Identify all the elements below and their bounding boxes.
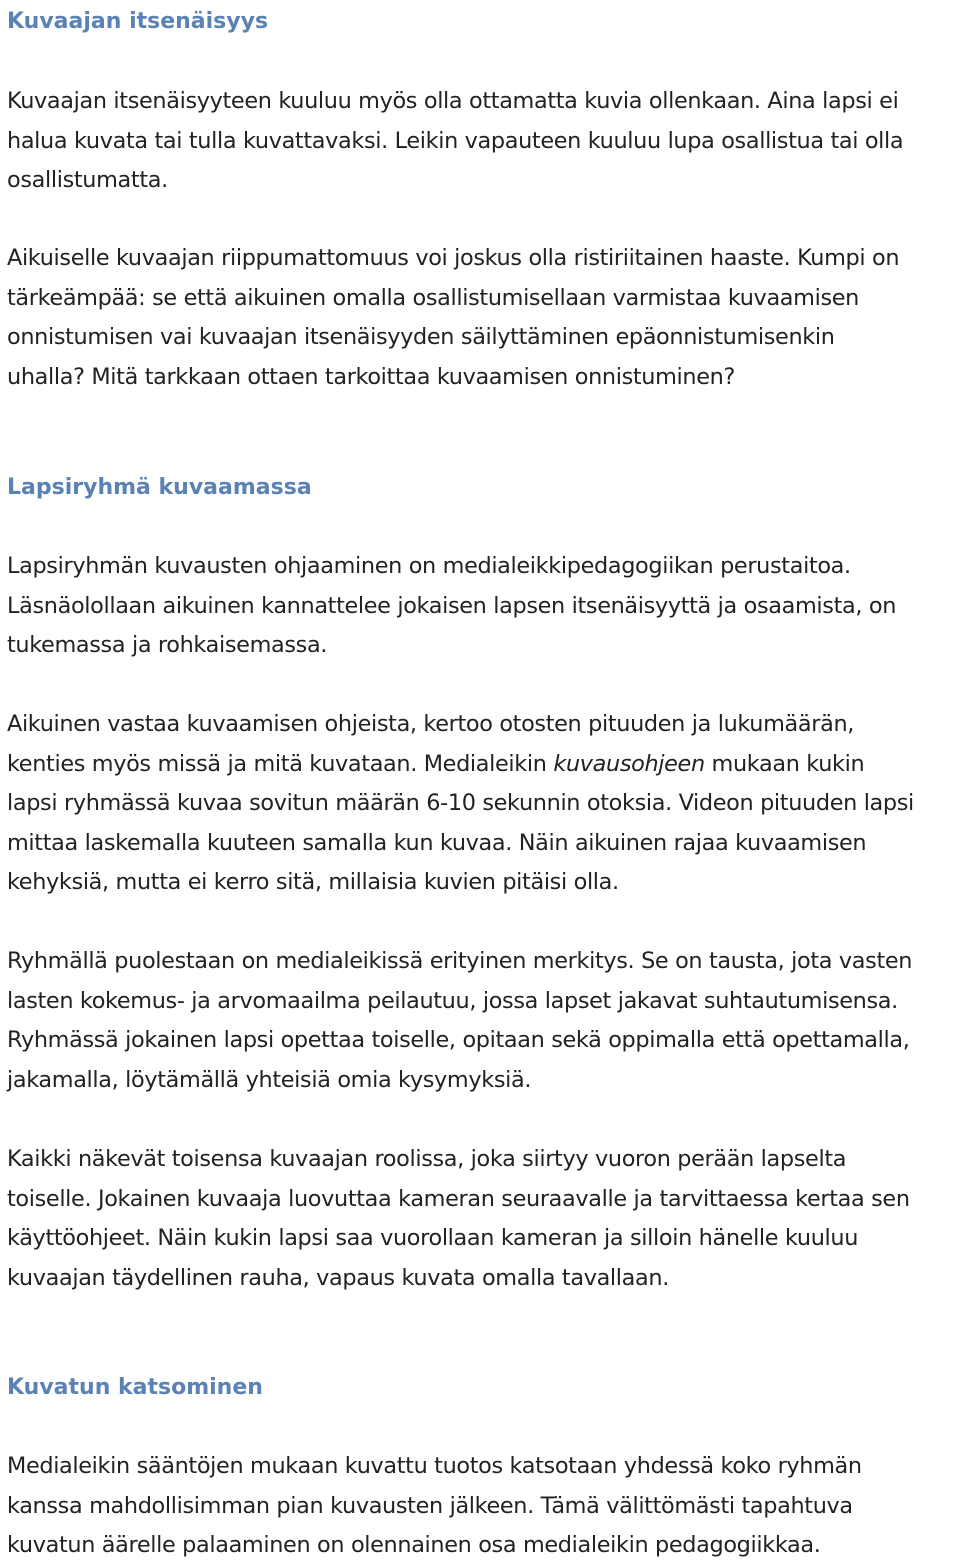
text-line: kuvatun äärelle palaaminen on olennainen osa medialeikin pedagogiikkaa. bbox=[7, 1532, 821, 1558]
text-line: osallistumatta. bbox=[7, 167, 168, 193]
section-heading-kuvatun-katsominen: Kuvatun katsominen bbox=[7, 1375, 263, 1400]
text-line: tärkeämpää: se että aikuinen omalla osallistumisellaan varmistaa kuvaamisen bbox=[7, 284, 859, 311]
paragraph bbox=[7, 239, 960, 397]
text-line: mittaa laskemalla kuuteen samalla kun kuvaa. Näin aikuinen rajaa kuvaamisen bbox=[7, 829, 867, 856]
section-heading-lapsiryhma-kuvaamassa: Lapsiryhmä kuvaamassa bbox=[7, 475, 312, 500]
paragraph bbox=[7, 547, 960, 666]
text-line: kuvaajan täydellinen rauha, vapaus kuvata omalla tavallaan. bbox=[7, 1264, 669, 1291]
text-line: Aikuinen vastaa kuvaamisen ohjeista, kertoo otosten pituuden ja lukumäärän, bbox=[7, 711, 855, 737]
text-line: lasten kokemus- ja arvomaailma peilautuu, jossa lapset jakavat suhtautumisensa. bbox=[7, 987, 898, 1014]
text-line: Lapsiryhmän kuvausten ohjaaminen on medialeikkipedagogiikan perustaitoa. bbox=[7, 553, 851, 579]
text-line: toiselle. Jokainen kuvaaja luovuttaa kameran seuraavalle ja tarvittaessa kertaa sen bbox=[7, 1185, 910, 1212]
text-line: onnistumisen vai kuvaajan itsenäisyyden säilyttäminen epäonnistumisenkin bbox=[7, 324, 835, 350]
text-line: tukemassa ja rohkaisemassa. bbox=[7, 632, 328, 658]
text-line: käyttöohjeet. Näin kukin lapsi saa vuorollaan kameran ja silloin hänelle kuuluu bbox=[7, 1225, 859, 1251]
emphasized-term: kuvausohjeen bbox=[553, 750, 705, 777]
text-segment: kenties myös missä ja mitä kuvataan. Medialeikin bbox=[7, 750, 554, 777]
text-line: Ryhmässä jokainen lapsi opettaa toiselle, opitaan sekä oppimalla että opettamalla, bbox=[7, 1027, 910, 1053]
paragraph bbox=[7, 1140, 960, 1298]
text-line: Kuvaajan itsenäisyyteen kuuluu myös olla ottamatta kuvia ollenkaan. Aina lapsi ei bbox=[7, 88, 899, 114]
paragraph bbox=[7, 705, 960, 903]
text-line: Läsnäolollaan aikuinen kannattelee jokaisen lapsen itsenäisyyttä ja osaamista, on bbox=[7, 592, 897, 619]
paragraph bbox=[7, 1447, 960, 1566]
text-line: Ryhmällä puolestaan on medialeikissä erityinen merkitys. Se on tausta, jota vasten bbox=[7, 948, 913, 974]
text-segment: mukaan kukin bbox=[704, 750, 865, 777]
text-line: Kaikki näkevät toisensa kuvaajan roolissa, joka siirtyy vuoron perään lapselta bbox=[7, 1146, 847, 1172]
text-line: uhalla? Mitä tarkkaan ottaen tarkoittaa kuvaamisen onnistuminen? bbox=[7, 363, 736, 390]
paragraph bbox=[7, 82, 960, 201]
text-line: jakamalla, löytämällä yhteisiä omia kysymyksiä. bbox=[7, 1066, 532, 1093]
text-line: kanssa mahdollisimman pian kuvausten jälkeen. Tämä välittömästi tapahtuva bbox=[7, 1492, 853, 1519]
paragraph bbox=[7, 942, 960, 1100]
text-line: kehyksiä, mutta ei kerro sitä, millaisia kuvien pitäisi olla. bbox=[7, 869, 619, 895]
section-heading-kuvaajan-itsenaisyys: Kuvaajan itsenäisyys bbox=[7, 9, 269, 34]
text-line: lapsi ryhmässä kuvaa sovitun määrän 6-10 sekunnin otoksia. Videon pituuden lapsi bbox=[7, 790, 914, 816]
text-line: Medialeikin sääntöjen mukaan kuvattu tuotos katsotaan yhdessä koko ryhmän bbox=[7, 1453, 862, 1479]
text-line bbox=[7, 745, 957, 785]
text-line: Aikuiselle kuvaajan riippumattomuus voi joskus olla ristiriitainen haaste. Kumpi on bbox=[7, 245, 900, 271]
text-line: halua kuvata tai tulla kuvattavaksi. Leikin vapauteen kuuluu lupa osallistua tai olla bbox=[7, 127, 904, 154]
